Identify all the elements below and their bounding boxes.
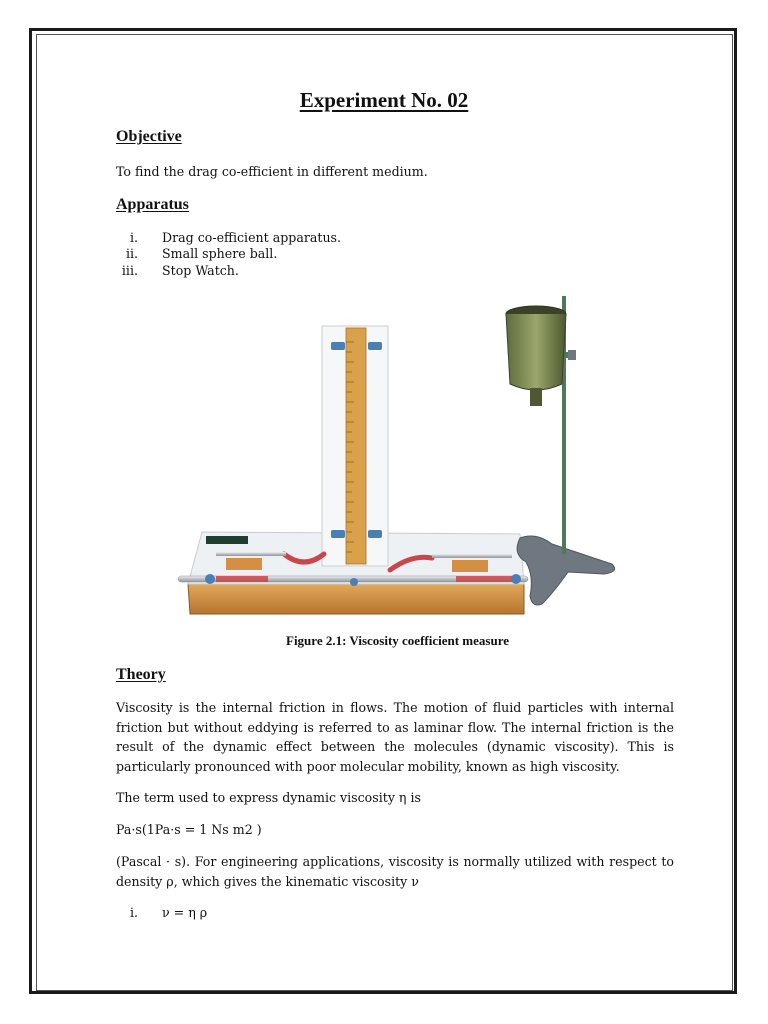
theory-paragraph-4: (Pascal · s). For engineering applications, viscosity is normally utilized with respect to density ρ, which gives the kinematic viscosity ν bbox=[116, 854, 674, 889]
list-number: ii. bbox=[125, 246, 138, 261]
apparatus-figure bbox=[176, 292, 624, 620]
list-number: iii. bbox=[121, 263, 138, 278]
theory-paragraph-2: The term used to express dynamic viscosity η is bbox=[116, 790, 421, 805]
list-text: Drag co-efficient apparatus. bbox=[162, 230, 342, 245]
equation-text: ν = η ρ bbox=[162, 905, 208, 920]
list-number: i. bbox=[129, 230, 138, 245]
list-text: Small sphere ball. bbox=[162, 246, 278, 261]
theory-paragraph-3: Pa·s(1Pa·s = 1 Ns m2 ) bbox=[116, 822, 262, 837]
theory-paragraph-1: Viscosity is the internal friction in flows. The motion of fluid particles with internal friction but without eddying is referred to as laminar flow. The internal friction is the result of the dynamic effect between the molecules (dynamic viscosity). This is particularly pronounced with poor molecular mobility, known as high viscosity. bbox=[116, 700, 674, 774]
figure-caption: Figure 2.1: Viscosity coefficient measure bbox=[286, 633, 509, 648]
objective-heading: Objective bbox=[116, 128, 182, 145]
objective-text: To find the drag co-efficient in different medium. bbox=[116, 164, 428, 179]
apparatus-heading: Apparatus bbox=[116, 196, 189, 213]
theory-heading: Theory bbox=[116, 666, 166, 683]
page-title: Experiment No. 02 bbox=[299, 88, 469, 112]
list-text: Stop Watch. bbox=[162, 263, 239, 278]
list-number: i. bbox=[129, 905, 138, 920]
